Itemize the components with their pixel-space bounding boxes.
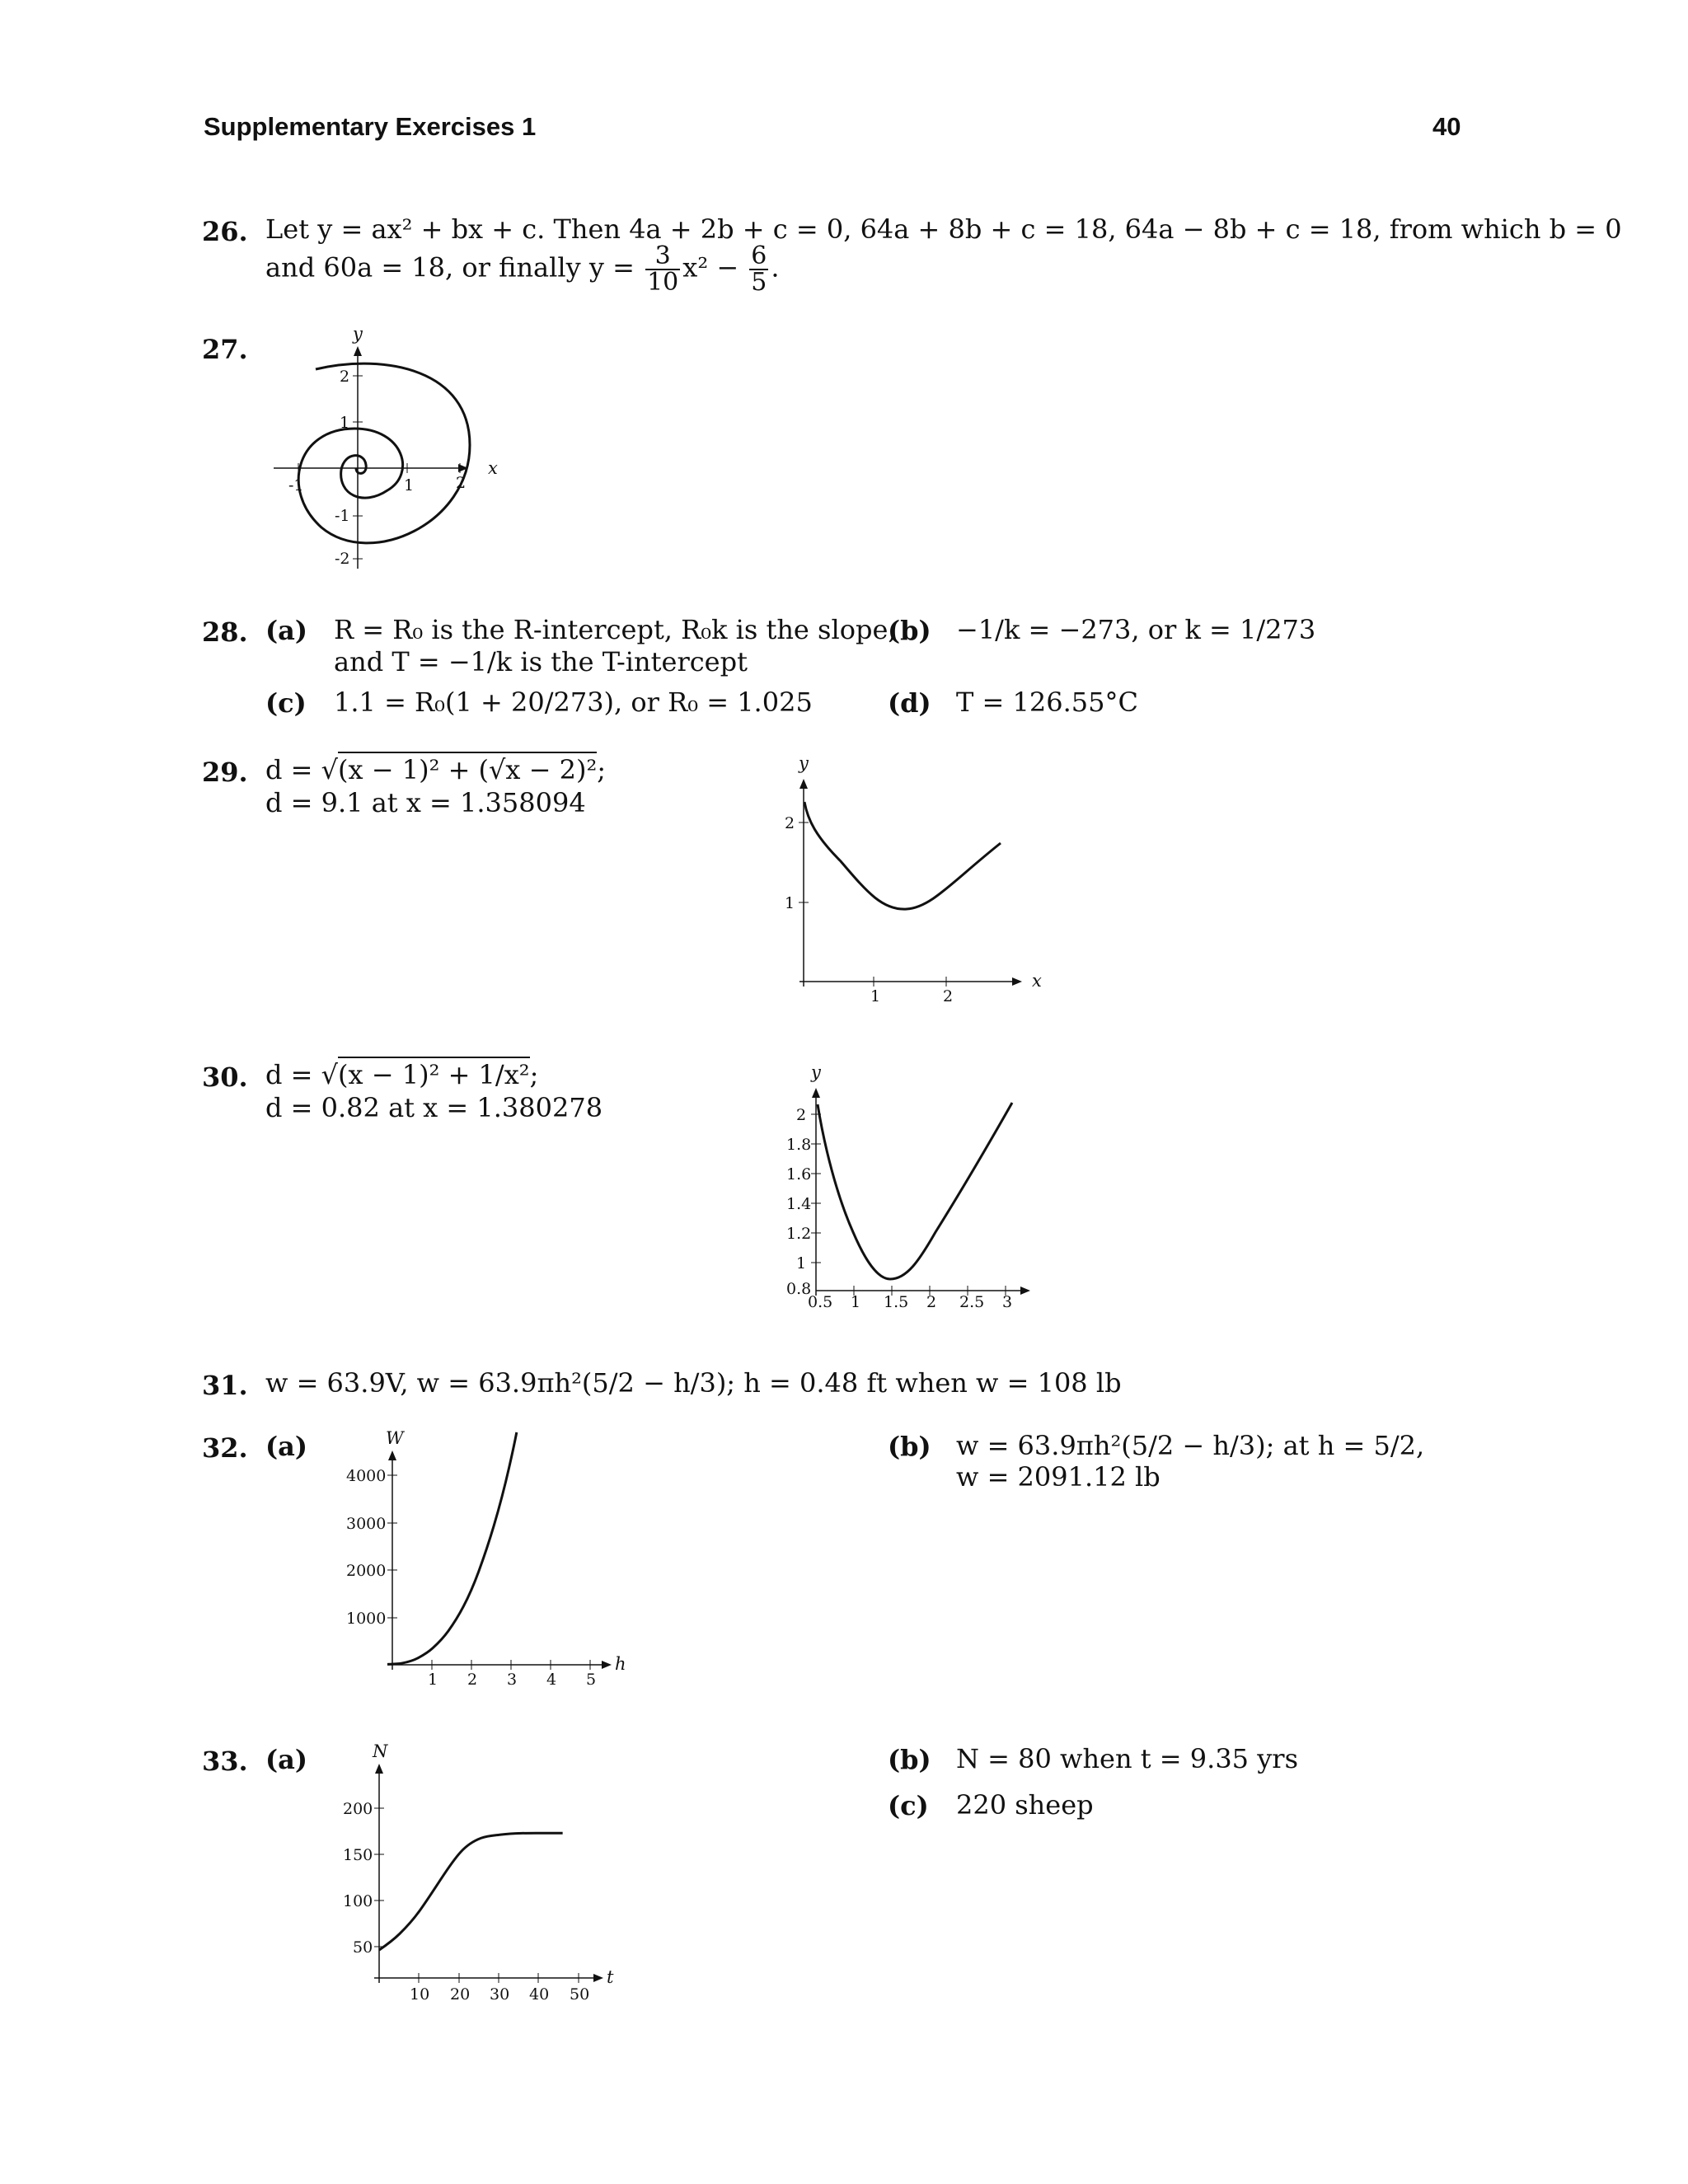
exercise-29-formula: [265, 753, 606, 786]
spiral-curve: [298, 363, 470, 543]
x-axis-label: h: [615, 1654, 626, 1674]
x-axis-label: t: [607, 1967, 614, 1987]
fraction-3-10: $\frac{3}{10}$: [647, 241, 679, 297]
curve-32: [387, 1432, 517, 1664]
x-tick-label-2: 2: [456, 474, 467, 492]
y-axis-label: y: [799, 753, 809, 773]
y-tick-label-0.8: 0.8: [786, 1280, 812, 1298]
y-tick-label-50: 50: [353, 1938, 373, 1957]
x-tick-label-20: 20: [450, 1985, 471, 2004]
x-tick-label-4: 4: [546, 1671, 557, 1689]
y-tick-label-1.8: 1.8: [786, 1136, 812, 1154]
x-axis-label: x: [488, 458, 498, 478]
y-tick-label-2: 2: [785, 814, 795, 832]
y-tick-label-1000: 1000: [346, 1610, 387, 1628]
y-tick-label-2: 2: [340, 368, 350, 386]
exercise-28d-text: T = 126.55°C: [956, 687, 1138, 718]
fraction-6-5: $\frac{6}{5}$: [751, 241, 767, 297]
sqrt-body: (x − 1)² + 1/x²: [338, 1057, 530, 1090]
x-tick-label-1.5: 1.5: [884, 1293, 909, 1311]
x-squared: x² −: [682, 251, 739, 284]
exercise-33b-text: N = 80 when t = 9.35 yrs: [956, 1743, 1298, 1774]
y-tick-label-neg1: -1: [335, 507, 350, 525]
x-tick-label-1: 1: [870, 987, 881, 1005]
exercise-26-number: 26.: [202, 216, 248, 247]
x-tick-label-1: 1: [851, 1293, 861, 1311]
x-tick-label-10: 10: [410, 1985, 430, 2004]
exercise-31-text: w = 63.9V, w = 63.9πh²(5/2 − h/3); h = 0.48 ft when w = 108 lb: [265, 1367, 1122, 1399]
x-axis-label: x: [1032, 971, 1042, 991]
y-tick-label-1.6: 1.6: [786, 1165, 812, 1183]
x-tick-label-2: 2: [943, 987, 954, 1005]
x-tick-label-3: 3: [507, 1671, 518, 1689]
exercise-28-number: 28.: [202, 616, 248, 648]
x-tick-label-40: 40: [529, 1985, 550, 2004]
exercise-30-number: 30.: [202, 1062, 248, 1093]
exercise-26-line2-text: and 60a = 18, or finally y =: [265, 251, 635, 284]
y-tick-label-4000: 4000: [346, 1467, 387, 1485]
exercise-28c-text: 1.1 = R₀(1 + 20/273), or R₀ = 1.025: [334, 687, 813, 718]
semicolon: ;: [529, 1059, 539, 1090]
sqrt-body: (x − 1)² + (√x − 2)²: [338, 752, 597, 785]
page-number: 40: [1432, 112, 1461, 141]
exercise-27-number: 27.: [202, 334, 248, 365]
exercise-28c-label: (c): [265, 687, 307, 719]
d-equals: d =: [265, 754, 313, 785]
y-tick-label-2000: 2000: [346, 1562, 387, 1580]
exercise-32-number: 32.: [202, 1432, 248, 1464]
exercise-33c-text: 220 sheep: [956, 1789, 1094, 1821]
x-ticks-30: [808, 1286, 1012, 1311]
exercise-28a-line2: and T = −1/k is the T-intercept: [334, 646, 748, 677]
exercise-30-formula: [265, 1058, 538, 1091]
exercise-29-line2: d = 9.1 at x = 1.358094: [265, 787, 586, 818]
exercise-28d-label: (d): [888, 687, 931, 719]
exercise-33c-label: (c): [888, 1790, 929, 1821]
exercise-29-number: 29.: [202, 757, 248, 788]
chart-33: [330, 1739, 643, 2011]
spiral-graph: [264, 321, 528, 577]
curve-30: [818, 1103, 1012, 1279]
exercise-33b-label: (b): [888, 1744, 931, 1775]
x-tick-label-5: 5: [586, 1671, 597, 1689]
sqrt-sign: √: [321, 754, 339, 785]
y-axis-label: y: [353, 324, 363, 344]
exercise-32b-line2: w = 2091.12 lb: [956, 1461, 1160, 1493]
y-tick-label-1.2: 1.2: [786, 1225, 812, 1243]
exercise-32b-line1: w = 63.9πh²(5/2 − h/3); at h = 5/2,: [956, 1430, 1425, 1461]
x-tick-label-2.5: 2.5: [959, 1293, 985, 1311]
exercise-28a-line1: R = R₀ is the R-intercept, R₀k is the slope,: [334, 614, 897, 645]
x-tick-label-neg1: -1: [288, 476, 304, 494]
chart-32: [330, 1426, 643, 1698]
chart-29: [775, 753, 1042, 1018]
y-tick-label-neg2: -2: [335, 550, 350, 568]
y-axis-arrow: [354, 346, 362, 356]
x-tick-label-2: 2: [926, 1293, 937, 1311]
exercise-31-number: 31.: [202, 1370, 248, 1401]
x-tick-label-2: 2: [467, 1671, 478, 1689]
y-tick-label-1: 1: [796, 1254, 807, 1272]
exercise-30-line2: d = 0.82 at x = 1.380278: [265, 1092, 603, 1123]
period: .: [771, 251, 780, 284]
exercise-28a-label: (a): [265, 615, 308, 646]
curve-29: [804, 802, 1001, 909]
y-tick-label-2: 2: [796, 1106, 807, 1124]
y-axis-label: N: [373, 1741, 388, 1761]
semicolon: ;: [597, 754, 607, 785]
y-tick-label-200: 200: [343, 1800, 373, 1818]
y-tick-label-1.4: 1.4: [786, 1195, 812, 1213]
x-tick-label-1: 1: [404, 476, 415, 494]
x-tick-label-50: 50: [570, 1985, 590, 2004]
exercise-32a-label: (a): [265, 1431, 308, 1462]
exercise-32b-label: (b): [888, 1431, 931, 1462]
page-header-title: Supplementary Exercises 1: [204, 112, 537, 141]
x-tick-label-30: 30: [490, 1985, 510, 2004]
y-axis-label: W: [386, 1428, 404, 1448]
curve-33: [379, 1833, 563, 1950]
exercise-33-number: 33.: [202, 1746, 248, 1777]
y-tick-label-1: 1: [340, 414, 350, 432]
y-tick-label-150: 150: [343, 1846, 373, 1864]
exercise-26-line2: [265, 241, 780, 297]
exercise-28b-text: −1/k = −273, or k = 1/273: [956, 614, 1316, 645]
y-tick-label-1: 1: [785, 894, 795, 912]
y-tick-label-3000: 3000: [346, 1515, 387, 1533]
x-tick-label-3: 3: [1002, 1293, 1013, 1311]
exercise-33a-label: (a): [265, 1744, 308, 1775]
chart-30: [775, 1063, 1055, 1327]
x-tick-label-0.5: 0.5: [808, 1293, 833, 1311]
sqrt-sign: √: [321, 1059, 339, 1090]
d-equals: d =: [265, 1059, 313, 1090]
x-tick-label-1: 1: [428, 1671, 438, 1689]
exercise-28b-label: (b): [888, 615, 931, 646]
y-axis-label: y: [811, 1062, 821, 1082]
exercise-26-line1: Let y = ax² + bx + c. Then 4a + 2b + c = 0, 64a + 8b + c = 18, 64a − 8b + c = 18, from which b = 0: [265, 213, 1622, 245]
y-tick-label-100: 100: [343, 1892, 373, 1910]
